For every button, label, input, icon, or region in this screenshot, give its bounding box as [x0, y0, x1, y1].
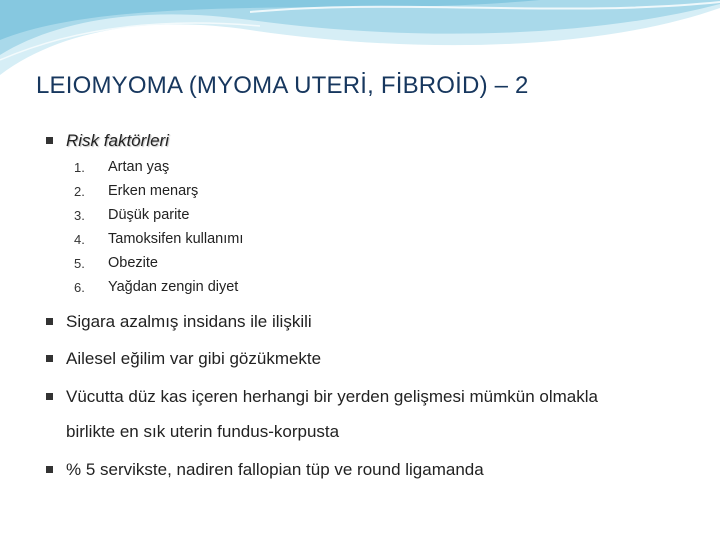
bullet-familial: Ailesel eğilim var gibi gözükmekte — [66, 349, 322, 368]
list-item-number: 2. — [74, 184, 85, 199]
bullet-location-line1: Vücutta düz kas içeren herhangi bir yerden gelişmesi mümkün olmakla — [66, 387, 598, 406]
bullet-smoking: Sigara azalmış insidans ile ilişkili — [66, 312, 312, 331]
bullet-square-icon — [46, 393, 53, 400]
list-item-number: 3. — [74, 208, 85, 223]
bullet-square-icon — [46, 318, 53, 325]
list-item-text: Düşük parite — [108, 207, 190, 223]
list-item-text: Erken menarş — [108, 183, 199, 199]
list-item-text: Tamoksifen kullanımı — [108, 231, 244, 247]
list-item-number: 6. — [74, 280, 85, 295]
bullet-square-icon — [46, 137, 53, 144]
list-item-text: Yağdan zengin diyet — [108, 279, 239, 295]
list-item-text: Artan yaş — [108, 159, 170, 175]
bullet-location-line2: birlikte en sık uterin fundus-korpusta — [66, 422, 340, 441]
list-item-number: 1. — [74, 160, 85, 175]
list-item-text: Obezite — [108, 255, 158, 271]
bullet-square-icon — [46, 466, 53, 473]
list-item-number: 4. — [74, 232, 85, 247]
bullet-square-icon — [46, 355, 53, 362]
slide-title: LEIOMYOMA (MYOMA UTERİ, FİBROİD) – 2 — [36, 72, 529, 99]
list-item-number: 5. — [74, 256, 85, 271]
bullet-cervix: % 5 servikste, nadiren fallopian tüp ve round ligamanda — [66, 460, 484, 479]
risk-factors-heading: Risk faktörleri — [66, 131, 169, 150]
